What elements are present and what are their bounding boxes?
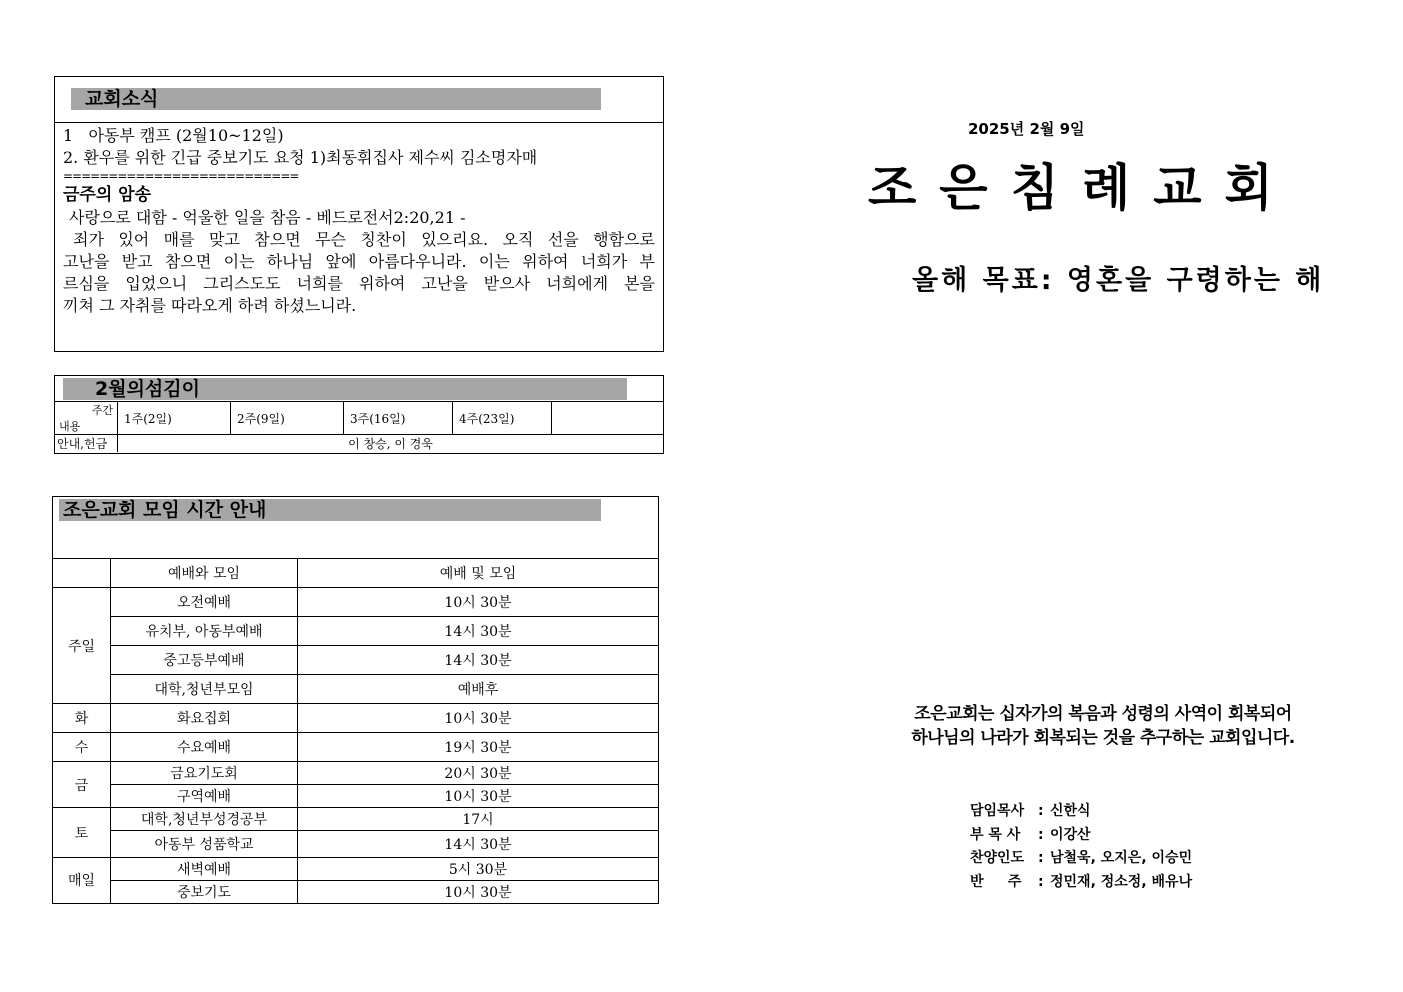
schedule-header [53,497,658,559]
staff-colon: : [1038,850,1044,866]
staff-row [970,824,1192,848]
staff-colon: : [1038,803,1044,819]
meeting-time: 10시 30분 [298,785,659,808]
schedule-col-meeting: 예배와 모임 [111,559,298,588]
meeting-time: 10시 30분 [298,588,659,617]
week-header: 3주(16일) [344,402,453,435]
church-news-title: 교회소식 [71,88,601,110]
meeting-time: 예배후 [298,675,659,704]
staff-name: 이강산 [1050,826,1091,843]
verse-line: 르심을 입었으니 그리스도도 너희를 위하여 고난을 받으사 너희에게 본을 [63,274,655,293]
verse-line: 죄가 있어 매를 맞고 참으면 무슨 칭찬이 있으리요. 오직 선을 행함으로 [73,230,655,249]
meeting-name: 대학,청년부모임 [111,675,298,704]
week-header: 1주(2일) [118,402,231,435]
meeting-time: 5시 30분 [298,858,659,881]
news-item: 2. 환우를 위한 긴급 중보기도 요청 1)최동휘집사 제수씨 김소명자매 [63,148,538,167]
news-separator: ========================== [63,169,299,183]
day-daily: 매일 [53,858,111,904]
church-news-header [55,77,663,123]
verse-reference: 사랑으로 대함 - 억울한 일을 참음 - 베드로전서2:20,21 - [69,208,466,227]
meeting-name: 구역예배 [111,785,298,808]
meeting-time: 14시 30분 [298,617,659,646]
meeting-name: 금요기도회 [111,762,298,785]
church-name: 조은침례교회 [868,159,1296,217]
corner-week-label: 주간 [91,404,113,417]
servers-box [54,375,664,454]
meeting-name: 오전예배 [111,588,298,617]
meeting-name: 수요예배 [111,733,298,762]
church-vision [874,702,1332,750]
day-friday: 금 [53,762,111,808]
meeting-name: 화요집회 [111,704,298,733]
staff-role: 부 목 사 [970,826,1021,843]
week-header: 4주(23일) [453,402,552,435]
day-sunday: 주일 [53,588,111,704]
duty-value: 이 창승, 이 경욱 [118,435,664,453]
meeting-name: 대학,청년부성경공부 [111,808,298,831]
schedule-box [52,496,659,904]
day-wednesday: 수 [53,733,111,762]
meeting-time: 17시 [298,808,659,831]
corner-cell [55,402,118,435]
news-item: 1 아동부 캠프 (2월10~12일) [63,126,284,145]
schedule-col-time: 예배 및 모임 [298,559,659,588]
meeting-time: 20시 30분 [298,762,659,785]
schedule-day-header [53,559,111,588]
vision-line: 조은교회는 십자가의 복음과 성령의 사역이 회복되어 [914,704,1292,724]
staff-list [970,800,1192,894]
staff-name: 신한식 [1050,803,1091,819]
schedule-table [53,559,658,904]
staff-role: 담임목사 [970,803,1025,819]
staff-row [970,871,1192,895]
vision-line: 하나님의 나라가 회복되는 것을 추구하는 교회입니다. [911,728,1295,748]
duty-label: 안내,헌금 [55,435,118,453]
meeting-time: 10시 30분 [298,881,659,904]
meeting-name: 중보기도 [111,881,298,904]
meeting-time: 10시 30분 [298,704,659,733]
servers-table [55,401,663,452]
day-saturday: 토 [53,808,111,858]
verse-line: 끼쳐 그 자취를 따라오게 하려 하셨느니라. [63,296,357,315]
meeting-name: 아동부 성품학교 [111,831,298,858]
staff-row [970,847,1192,871]
year-goal: 올해 목표: 영혼을 구령하는 해 [912,265,1325,296]
staff-role: 반 주 [970,873,1022,890]
meeting-time: 14시 30분 [298,646,659,675]
meeting-name: 새벽예배 [111,858,298,881]
week-header [552,402,664,435]
church-news-box [54,76,664,352]
bulletin-date: 2025년 2월 9일 [968,120,1085,138]
schedule-title: 조은교회 모임 시간 안내 [59,499,601,521]
staff-row [970,800,1192,824]
staff-role: 찬양인도 [970,850,1025,866]
verse-title: 금주의 암송 [63,185,152,205]
meeting-name: 유치부, 아동부예배 [111,617,298,646]
corner-content-label: 내용 [59,420,81,433]
church-news-body [55,123,663,317]
meeting-time: 19시 30분 [298,733,659,762]
week-header: 2주(9일) [231,402,344,435]
staff-name: 남철욱, 오지은, 이승민 [1050,850,1193,866]
day-tuesday: 화 [53,704,111,733]
servers-title: 2월의섬김이 [63,378,627,400]
staff-name: 정민재, 정소정, 배유나 [1050,873,1193,890]
staff-colon: : [1038,826,1044,843]
meeting-name: 중고등부예배 [111,646,298,675]
staff-colon: : [1038,873,1044,890]
verse-line: 고난을 받고 참으면 이는 하나님 앞에 아름다우니라. 이는 위하여 너희가 부 [63,252,655,271]
meeting-time: 14시 30분 [298,831,659,858]
